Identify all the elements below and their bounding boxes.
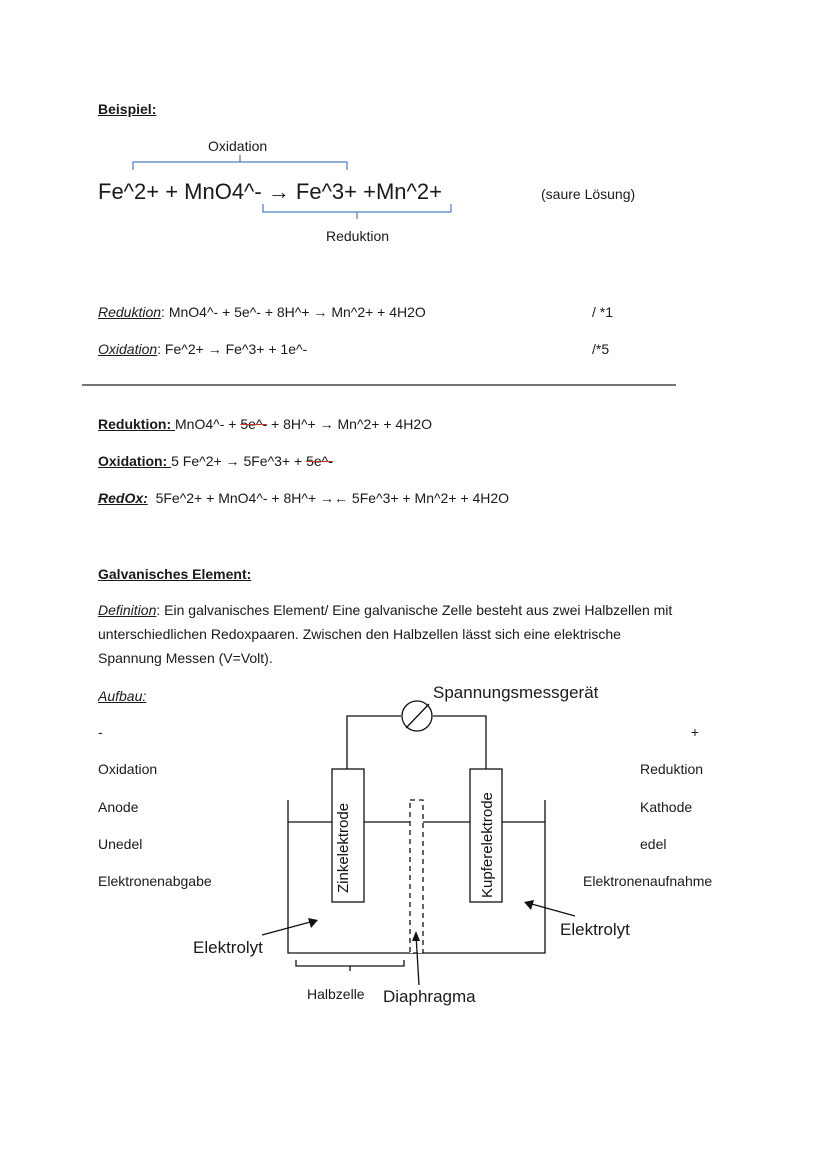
wire-right xyxy=(433,716,486,769)
left-oxidation: Oxidation xyxy=(98,761,158,777)
right-edel: edel xyxy=(640,836,667,852)
main-equation: Fe^2+ + MnO4^- → Fe^3+ +Mn^2+ xyxy=(98,179,442,204)
arrowhead-left xyxy=(308,918,318,928)
galvanic-heading: Galvanisches Element: xyxy=(98,566,252,582)
oxidation-factor: /*5 xyxy=(592,341,610,357)
balanced-reduction-electrons: 5e^- xyxy=(240,416,268,432)
wire-left xyxy=(347,716,401,769)
left-minus: - xyxy=(98,724,103,740)
diaphragm-symbol xyxy=(410,800,423,953)
balanced-oxidation-label: Oxidation: xyxy=(98,453,172,469)
reduction-label: Reduktion xyxy=(326,228,390,244)
right-electron-uptake: Elektronenaufnahme xyxy=(583,873,713,889)
voltmeter-needle xyxy=(406,704,429,728)
half-oxidation-label: Oxidation xyxy=(98,341,158,357)
setup-label: Aufbau: xyxy=(98,688,147,704)
copper-electrode-label: Kupferelektrode xyxy=(479,792,496,898)
balanced-oxidation-pre: 5 Fe^2+ → 5Fe^3+ + xyxy=(171,453,307,469)
definition-line-3: Spannung Messen (V=Volt). xyxy=(98,650,273,666)
arrowhead-right xyxy=(524,900,534,910)
right-reduction: Reduktion xyxy=(640,761,704,777)
voltmeter-label: Spannungsmessgerät xyxy=(433,683,599,702)
balanced-reduction-pre: MnO4^- + xyxy=(175,416,241,432)
right-plus: + xyxy=(690,724,699,740)
left-anode: Anode xyxy=(98,799,139,815)
electrolyte-right-label: Elektrolyt xyxy=(560,920,630,939)
example-heading: Beispiel: xyxy=(98,101,157,117)
half-reduction-label: Reduktion xyxy=(98,304,162,320)
definition-label: Definition xyxy=(98,602,157,618)
definition-text-1: : Ein galvanisches Element/ Eine galvanische Zelle besteht aus zwei Halbzellen mit xyxy=(156,602,673,618)
arrow-electrolyte-right xyxy=(528,903,575,916)
balanced-reduction-label: Reduktion: xyxy=(98,416,175,432)
electrolyte-left-label: Elektrolyt xyxy=(193,938,263,957)
balanced-oxidation-electrons: 5e^- xyxy=(306,453,333,469)
condition-note: (saure Lösung) xyxy=(541,186,636,202)
redox-equation: 5Fe^2+ + MnO4^- + 8H^+ →← 5Fe^3+ + Mn^2+ + 4H2O xyxy=(155,490,510,506)
balanced-reduction-post: + 8H^+ → Mn^2+ + 4H2O xyxy=(267,416,433,432)
half-cell-label: Halbzelle xyxy=(307,986,365,1002)
left-unedel: Unedel xyxy=(98,836,143,852)
oxidation-label: Oxidation xyxy=(208,138,268,154)
left-electron-release: Elektronenabgabe xyxy=(98,873,212,889)
half-oxidation-equation: : Fe^2+ → Fe^3+ + 1e^- xyxy=(157,341,308,357)
definition-line-2: unterschiedlichen Redoxpaaren. Zwischen den Halbzellen lässt sich eine elektrische xyxy=(98,626,621,642)
right-cathode: Kathode xyxy=(640,799,693,815)
half-reduction-equation: : MnO4^- + 5e^- + 8H^+ → Mn^2+ + 4H2O xyxy=(161,304,426,320)
diaphragm-label: Diaphragma xyxy=(383,987,476,1006)
zinc-electrode-label: Zinkelektrode xyxy=(335,802,352,893)
reduction-factor: / *1 xyxy=(592,304,614,320)
half-cell-bracket xyxy=(296,960,404,971)
redox-label: RedOx: xyxy=(98,490,148,506)
